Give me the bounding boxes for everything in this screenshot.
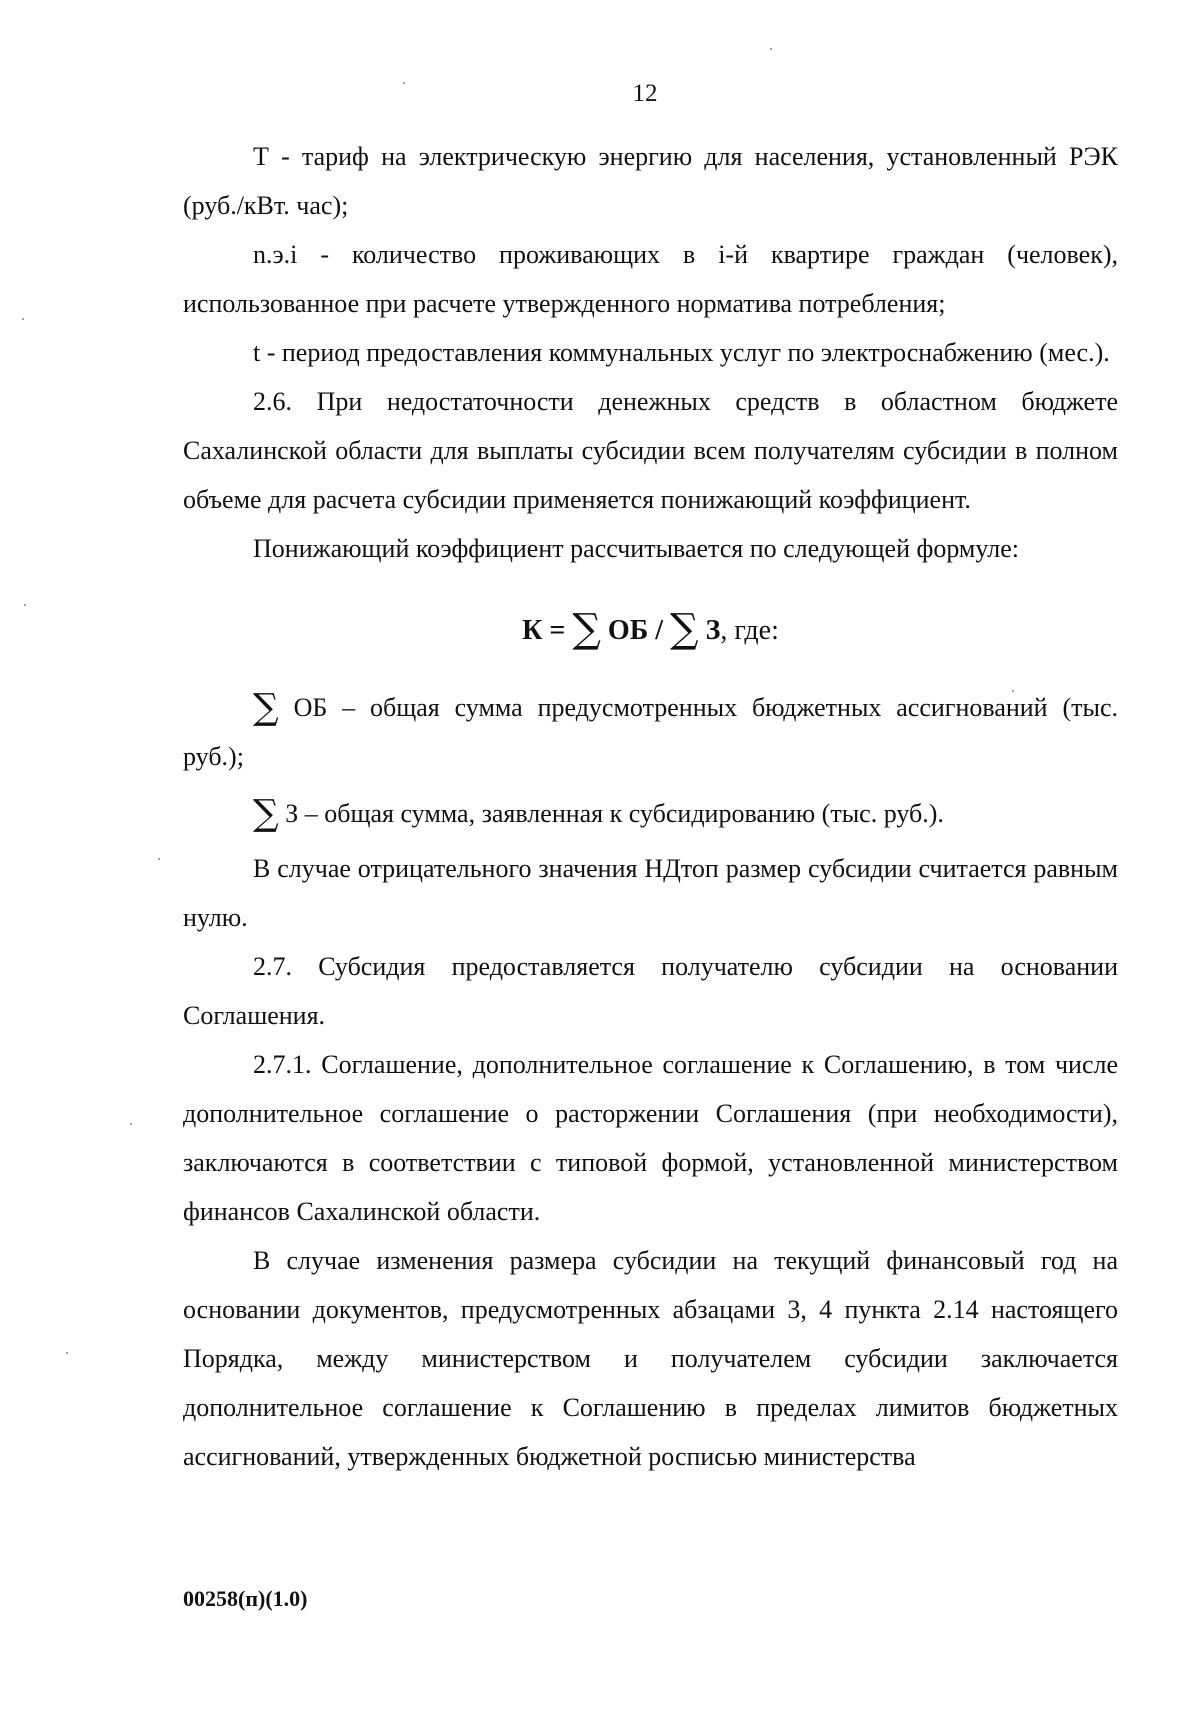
- sum-symbol: ∑: [253, 793, 279, 834]
- paragraph-tariff: Т - тариф на электрическую энергию для населения, установленный РЭК (руб./кВт. час);: [183, 142, 1118, 220]
- paragraph-formula-intro: Понижающий коэффициент рассчитывается по следующей формуле:: [253, 534, 1019, 563]
- formula-suffix: , где:: [720, 615, 779, 646]
- scan-speck: [158, 858, 160, 860]
- scan-speck: [403, 82, 405, 84]
- formula-lhs: К =: [522, 615, 566, 646]
- document-code: 00258(п)(1.0): [183, 1586, 308, 1611]
- paragraph-period: t - период предоставления коммунальных услуг по электроснабжению (мес.).: [253, 338, 1110, 367]
- sum-symbol: ∑: [670, 606, 699, 652]
- formula-term-z: З: [705, 615, 721, 646]
- document-body: [183, 132, 1118, 1481]
- definition-z-text: З – общая сумма, заявленная к субсидированию (тыс. руб.).: [285, 799, 944, 828]
- scan-speck: [1012, 690, 1014, 692]
- scan-speck: [66, 1352, 68, 1354]
- sum-symbol: ∑: [572, 606, 601, 652]
- scan-speck: [130, 1123, 132, 1125]
- paragraph-2-7: 2.7. Субсидия предоставляется получателю субсидии на основании Соглашения.: [183, 952, 1118, 1030]
- definition-z: [183, 789, 1118, 838]
- scan-speck: [24, 604, 26, 606]
- formula-term-ob: ОБ /: [607, 615, 663, 646]
- definition-ob: [183, 683, 1118, 781]
- paragraph-subsidy-change: В случае изменения размера субсидии на текущий финансовый год на основании документов, предусмотренных абзацами 3, 4 пункта 2.14 настоящего Порядка, между министерством и получателем субсидии заключается дополнительное соглашение к Соглашению в пределах лимитов бюджетных ассигнований, утвержденных бюджетной росписью министерства: [183, 1246, 1118, 1471]
- scan-speck: [22, 318, 24, 320]
- formula: [183, 599, 1118, 661]
- scan-speck: [770, 48, 772, 50]
- page-number: 12: [632, 80, 658, 107]
- paragraph-residents: n.э.i - количество проживающих в i-й квартире граждан (человек), использованное при расчете утвержденного норматива потребления;: [183, 240, 1118, 318]
- sum-symbol: ∑: [253, 687, 279, 728]
- definition-ob-text: ОБ – общая сумма предусмотренных бюджетных ассигнований (тыс. руб.);: [183, 693, 1118, 771]
- paragraph-2-6: 2.6. При недостаточности денежных средств в областном бюджете Сахалинской области для выплаты субсидии всем получателям субсидии в полном объеме для расчета субсидии применяется понижающий коэффициент.: [183, 387, 1118, 514]
- paragraph-negative-value: В случае отрицательного значения НДтоп размер субсидии считается равным нулю.: [183, 854, 1118, 932]
- paragraph-2-7-1: 2.7.1. Соглашение, дополнительное соглашение к Соглашению, в том числе дополнительное соглашение о расторжении Соглашения (при необходимости), заключаются в соответствии с типовой формой, установленной министерством финансов Сахалинской области.: [183, 1050, 1118, 1226]
